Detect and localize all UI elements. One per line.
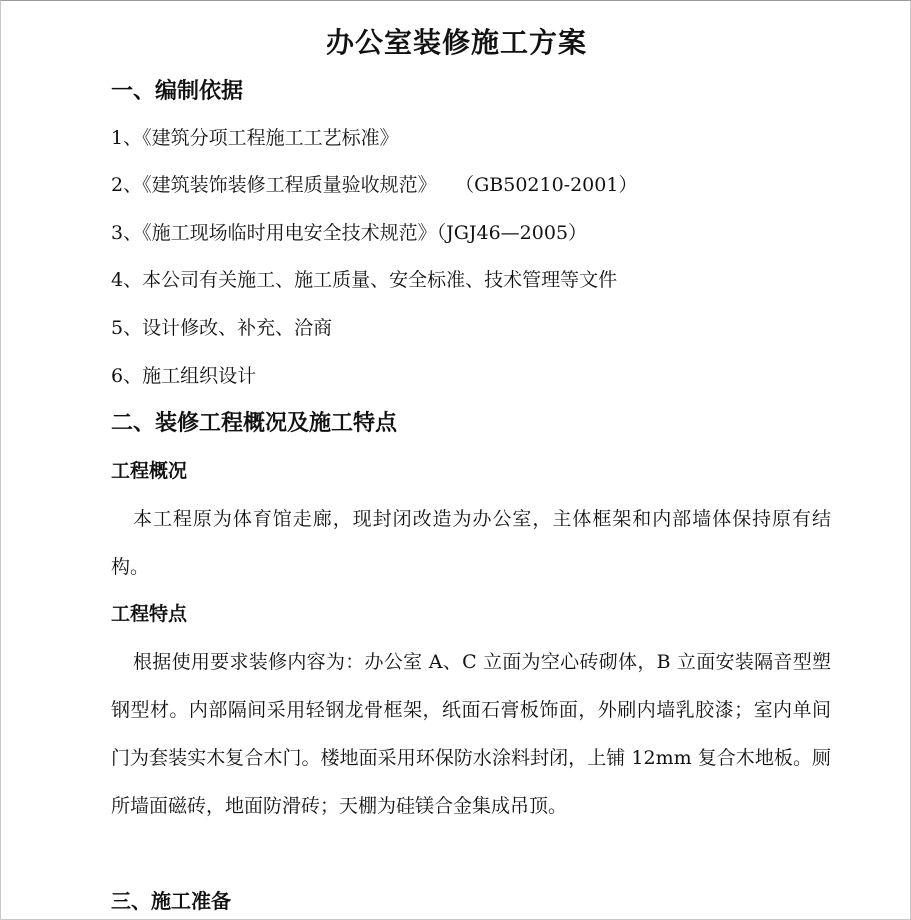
basis-item-2-text: 2、《建筑装饰装修工程质量验收规范》 — [111, 174, 437, 196]
basis-item-1: 1、《建筑分项工程施工工艺标准》 — [111, 127, 399, 149]
basis-item-2-code: （GB50210-2001） — [464, 174, 638, 196]
subheading-project-features: 工程特点 — [111, 603, 188, 625]
document-title: 办公室装修施工方案 — [325, 26, 587, 59]
section-heading-basis: 一、编制依据 — [111, 78, 244, 104]
basis-item-2 — [111, 172, 637, 198]
basis-item-4: 4、本公司有关施工、施工质量、安全标准、技术管理等文件 — [111, 269, 618, 291]
basis-item-6: 6、施工组织设计 — [111, 365, 257, 387]
section-heading-preparation: 三、施工准备 — [111, 889, 231, 913]
basis-item-3: 3、《施工现场临时用电安全技术规范》（JGJ46—2005） — [111, 222, 588, 244]
project-features-paragraph: 根据使用要求装修内容为：办公室 A、C 立面为空心砖砌体，B 立面安装隔音型塑钢型材。内部隔间采用轻钢龙骨框架，纸面石膏板饰面，外刷内墙乳胶漆；室内单间门为套装实木复合木门。楼地面采用环保防水涂料封闭，上铺 12mm 复合木地板。厕所墙面磁砖，地面防滑砖；天棚为硅镁合金集成吊顶。 — [111, 651, 831, 817]
basis-item-5: 5、设计修改、补充、洽商 — [111, 317, 333, 339]
section-heading-overview: 二、装修工程概况及施工特点 — [111, 410, 398, 436]
project-overview-paragraph: 本工程原为体育馆走廊，现封闭改造为办公室，主体框架和内部墙体保持原有结构。 — [111, 508, 831, 578]
subheading-project-overview: 工程概况 — [111, 460, 188, 482]
